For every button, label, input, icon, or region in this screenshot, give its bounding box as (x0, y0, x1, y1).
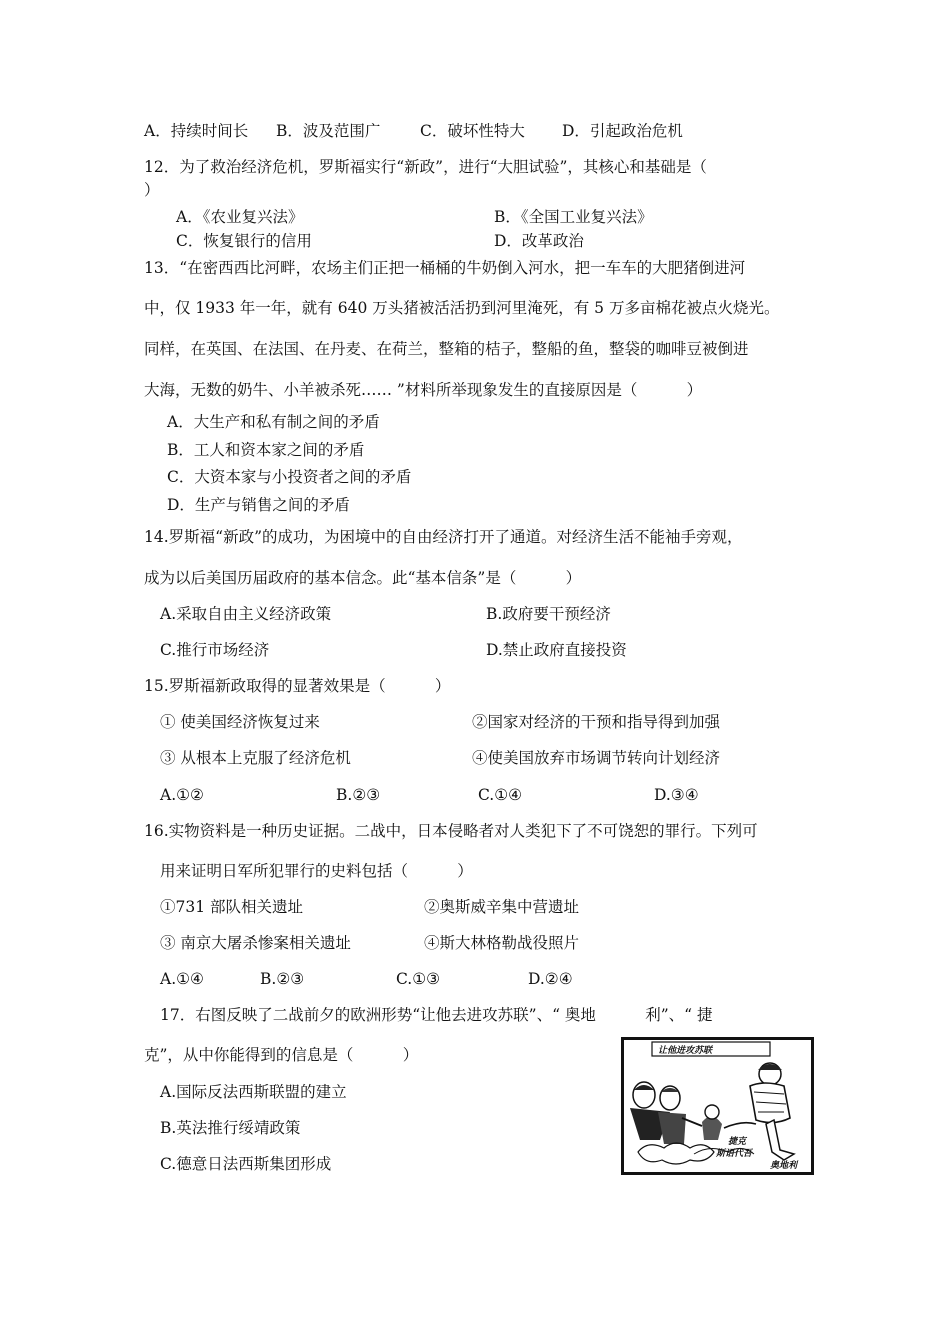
cartoon-caption-top: 让他进攻苏联 (658, 1046, 713, 1056)
q13-option-c: C．大资本家与小投资者之间的矛盾 (167, 468, 412, 486)
q13-stem-line: 中，仅 1933 年一年，就有 640 万头猪被活活扔到河里淹死，有 5 万多亩棉花被点火烧光。 (144, 299, 780, 317)
q11-option-c: C．破坏性特大 (420, 122, 525, 140)
cartoon-caption-czech: 捷克 (728, 1137, 747, 1147)
q12-option-d: D．改革政治 (494, 232, 584, 250)
q15-option-d: D.③④ (654, 786, 699, 804)
q12-stem: 12．为了救治经济危机，罗斯福实行“新政”，进行“大胆试验”，其核心和基础是（ (144, 158, 707, 176)
q12-option-c: C．恢复银行的信用 (176, 232, 312, 250)
q15-item-4: ④使美国放弃市场调节转向计划经济 (472, 749, 721, 767)
political-cartoon (621, 1037, 814, 1175)
q14-option-a: A.采取自由主义经济政策 (160, 605, 332, 623)
q16-item-3: ③ 南京大屠杀惨案相关遗址 (160, 934, 351, 952)
q15-item-1: ① 使美国经济恢复过来 (160, 713, 320, 731)
q15-stem: 15.罗斯福新政取得的显著效果是（ ） (144, 677, 451, 695)
q13-option-a: A．大生产和私有制之间的矛盾 (167, 413, 380, 431)
q14-stem-line: 14.罗斯福“新政”的成功，为困境中的自由经济打开了通道。对经济生活不能袖手旁观， (144, 528, 743, 546)
q16-item-4: ④斯大林格勒战役照片 (424, 934, 580, 952)
q12-option-a: A．《农业复兴法》 (176, 208, 304, 226)
q16-stem-line: 用来证明日军所犯罪行的史料包括（ ） (160, 862, 473, 880)
q14-option-b: B.政府要干预经济 (486, 605, 611, 623)
cartoon-caption-austria: 奥地利 (770, 1161, 798, 1171)
q15-option-a: A.①② (160, 786, 204, 804)
q16-item-2: ②奥斯威辛集中营遗址 (424, 898, 580, 916)
q17-option-a: A.国际反法西斯联盟的建立 (160, 1083, 347, 1101)
q17-stem-line: 17．右图反映了二战前夕的欧洲形势“让他去进攻苏联”、“ 奥地 利”、“ 捷 (160, 1006, 713, 1024)
q17-option-c: C.德意日法西斯集团形成 (160, 1155, 332, 1173)
q13-stem-line: 大海，无数的奶牛、小羊被杀死…… ”材料所举现象发生的直接原因是（ ） (144, 381, 703, 399)
q13-option-d: D．生产与销售之间的矛盾 (167, 496, 350, 514)
q16-option-c: C.①③ (396, 970, 441, 988)
q16-item-1: ①731 部队相关遗址 (160, 898, 304, 916)
q16-option-b: B.②③ (260, 970, 305, 988)
q16-option-d: D.②④ (528, 970, 573, 988)
q14-stem-line: 成为以后美国历届政府的基本信念。此“基本信条”是（ ） (144, 569, 582, 587)
cartoon-caption-sudeten: 斯语代吾 (716, 1149, 753, 1159)
q15-option-c: C.①④ (478, 786, 523, 804)
q17-stem-line: 克”，从中你能得到的信息是（ ） (144, 1046, 419, 1064)
q11-option-b: B．波及范围广 (276, 122, 381, 140)
q14-option-d: D.禁止政府直接投资 (486, 641, 627, 659)
q13-stem-line: 13．“在密西西比河畔，农场主们正把一桶桶的牛奶倒入河水，把一车车的大肥猪倒进河 (144, 259, 746, 277)
q16-option-a: A.①④ (160, 970, 204, 988)
q13-option-b: B．工人和资本家之间的矛盾 (167, 441, 365, 459)
q15-item-3: ③ 从根本上克服了经济危机 (160, 749, 351, 767)
q11-option-d: D．引起政治危机 (562, 122, 683, 140)
q15-option-b: B.②③ (336, 786, 381, 804)
q12-option-b: B．《全国工业复兴法》 (494, 208, 653, 226)
q17-option-b: B.英法推行绥靖政策 (160, 1119, 301, 1137)
q15-item-2: ②国家对经济的干预和指导得到加强 (472, 713, 721, 731)
cartoon-drawing (624, 1040, 811, 1172)
q12-stem-cont: ） (144, 181, 160, 199)
q13-stem-line: 同样，在英国、在法国、在丹麦、在荷兰，整箱的桔子，整船的鱼，整袋的咖啡豆被倒进 (144, 340, 749, 358)
q16-stem-line: 16.实物资料是一种历史证据。二战中，日本侵略者对人类犯下了不可饶恕的罪行。下列可 (144, 822, 758, 840)
q14-option-c: C.推行市场经济 (160, 641, 270, 659)
q11-option-a: A．持续时间长 (144, 122, 249, 140)
